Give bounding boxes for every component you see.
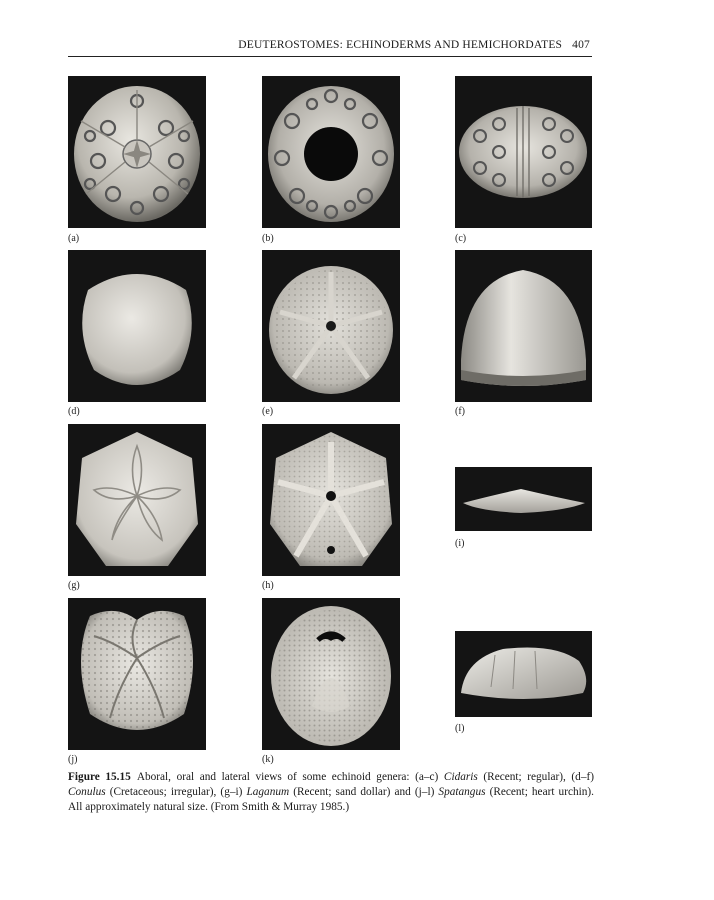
page-number: 407: [572, 39, 590, 51]
caption-text-2: (Recent; regular), (d–f): [477, 771, 594, 783]
panel-label-e: (e): [262, 406, 274, 417]
photo-conulus-aboral: [68, 250, 206, 402]
genus-spatangus: Spatangus: [438, 786, 486, 798]
panel-label-i: (i): [455, 538, 465, 549]
photo-cidaris-lateral: [455, 76, 592, 228]
panel-label-d: (d): [68, 406, 80, 417]
figure-caption: [68, 770, 594, 815]
panel-label-a: (a): [68, 233, 80, 244]
photo-cidaris-aboral: [68, 76, 206, 228]
photo-laganum-lateral: [455, 467, 592, 531]
panel-label-l: (l): [455, 723, 465, 734]
photo-spatangus-lateral: [455, 631, 592, 717]
panel-label-j: (j): [68, 754, 78, 765]
caption-text-4: (Recent; sand dollar) and (j–l): [289, 786, 439, 798]
photo-spatangus-oral: [262, 598, 400, 750]
panel-label-c: (c): [455, 233, 467, 244]
genus-cidaris: Cidaris: [443, 771, 478, 783]
photo-conulus-lateral: [455, 250, 592, 402]
panel-label-k: (k): [262, 754, 274, 765]
photo-laganum-aboral: [68, 424, 206, 576]
genus-conulus: Conulus: [68, 786, 106, 798]
photo-laganum-oral: [262, 424, 400, 576]
running-head-title: DEUTEROSTOMES: ECHINODERMS AND HEMICHORDATES: [238, 39, 563, 51]
photo-cidaris-oral: [262, 76, 400, 228]
panel-label-b: (b): [262, 233, 274, 244]
genus-laganum: Laganum: [246, 786, 290, 798]
caption-text-1: Aboral, oral and lateral views of some echinoid genera: (a–c): [136, 771, 444, 783]
panel-label-h: (h): [262, 580, 274, 591]
caption-text-3: (Cretaceous; irregular), (g–i): [105, 786, 247, 798]
running-head: [68, 39, 590, 51]
caption-text-5: (Recent; heart urchin). All approximately natural size. (From Smith & Murray 1985.): [68, 786, 594, 813]
panel-label-f: (f): [455, 406, 465, 417]
header-rule: [68, 56, 592, 57]
photo-spatangus-aboral: [68, 598, 206, 750]
panel-label-g: (g): [68, 580, 80, 591]
photo-conulus-oral: [262, 250, 400, 402]
figure-label: Figure 15.15: [68, 771, 131, 783]
